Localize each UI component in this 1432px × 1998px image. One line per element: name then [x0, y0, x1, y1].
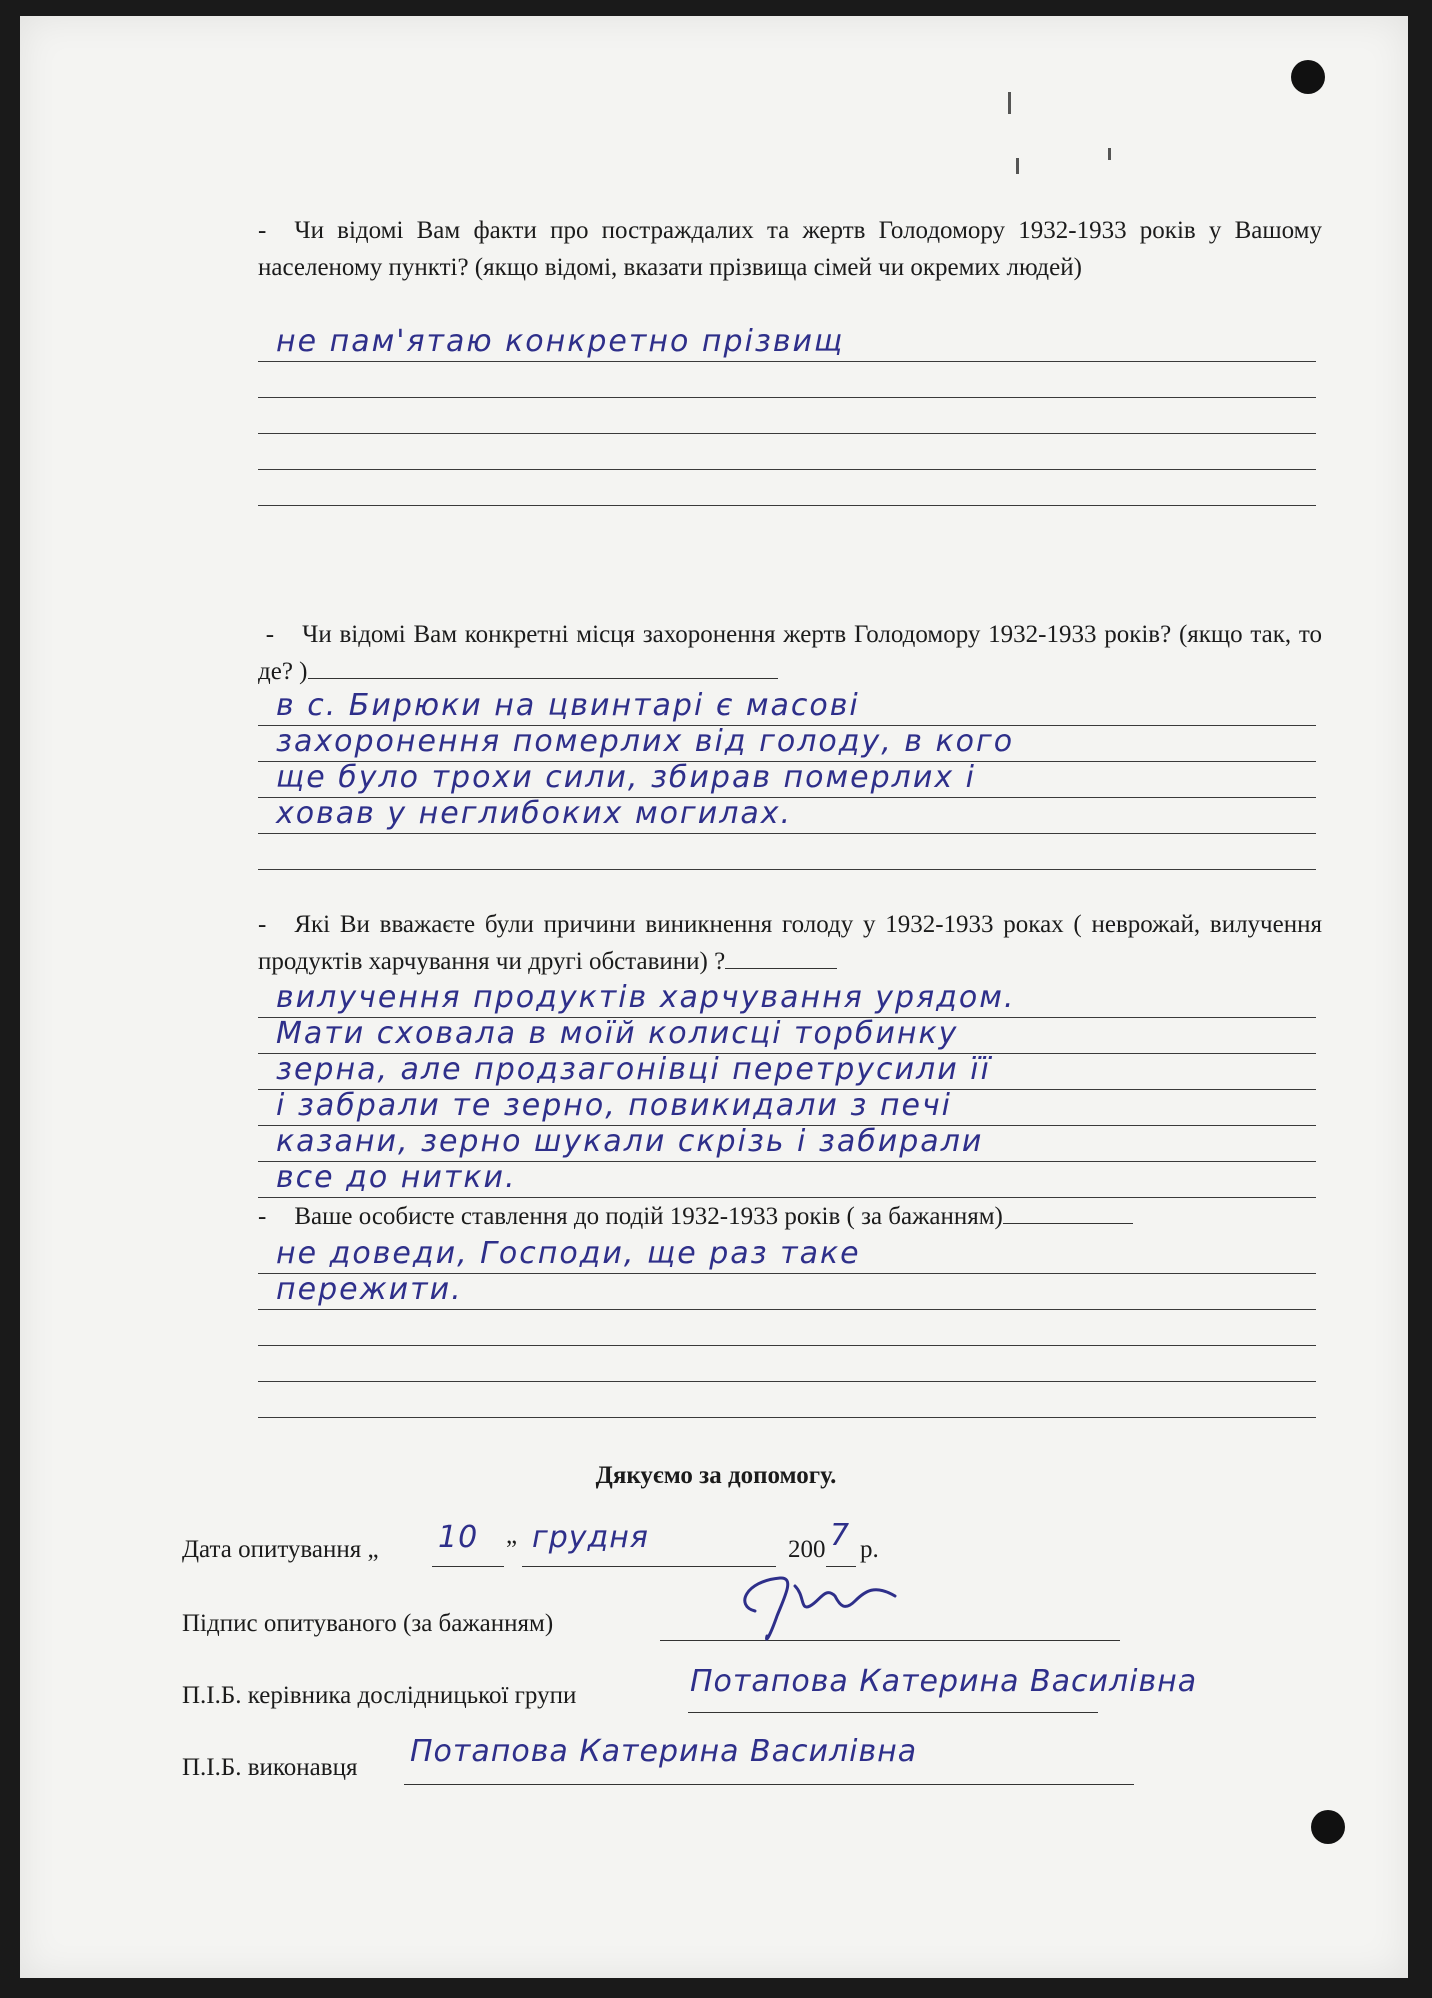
answer-line[interactable] — [258, 1382, 1316, 1418]
signature-label: Підпис опитуваного (за бажанням) — [182, 1610, 554, 1637]
question-4-text: Ваше особисте ставлення до подій 1932-1933 років ( за бажанням) — [294, 1203, 1003, 1230]
handwritten-answer: Мати сховала в моїй колисці торбинку — [276, 1016, 959, 1051]
question-1-text: Чи відомі Вам факти про постраждалих та жертв Голодомору 1932-1933 років у Вашому населеному пункті? (якщо відомі, вказати прізвища сімей чи окремих людей) — [258, 217, 1322, 281]
answer-line[interactable] — [258, 362, 1316, 398]
executor-label: П.І.Б. виконавця — [182, 1754, 358, 1781]
leader-name: Потапова Катерина Василівна — [690, 1664, 1198, 1699]
handwritten-answer: вилучення продуктів харчування урядом. — [276, 980, 1016, 1015]
inline-answer-line — [308, 656, 778, 679]
answer-line[interactable] — [258, 798, 1316, 834]
punch-hole-top — [1291, 60, 1325, 94]
answer-line[interactable] — [258, 982, 1316, 1018]
handwritten-answer: казани, зерно шукали скрізь і забирали — [276, 1124, 984, 1159]
answer-line[interactable] — [258, 1054, 1316, 1090]
answer-line[interactable] — [258, 326, 1316, 362]
question-3-answer-lines — [258, 982, 1316, 1198]
question-1: - Чи відомі Вам факти про постраждалих та жертв Голодомору 1932-1933 років у Вашому населеному пункті? (якщо відомі, вказати прізвища сімей чи окремих людей) — [258, 217, 1322, 281]
answer-line[interactable] — [258, 1310, 1316, 1346]
inline-answer-line — [1003, 1201, 1133, 1224]
executor-name: Потапова Катерина Василівна — [410, 1734, 918, 1769]
date-month: грудня — [532, 1520, 649, 1555]
handwritten-signature — [725, 1556, 925, 1646]
answer-line[interactable] — [258, 1090, 1316, 1126]
answer-line[interactable] — [258, 1238, 1316, 1274]
date-year-digit: 7 — [830, 1518, 851, 1553]
question-4: - Ваше особисте ставлення до подій 1932-1933 років ( за бажанням) — [258, 1198, 1322, 1235]
answer-line[interactable] — [258, 470, 1316, 506]
answer-line[interactable] — [258, 1346, 1316, 1382]
date-suffix: р. — [860, 1536, 879, 1563]
answer-line[interactable] — [258, 398, 1316, 434]
handwritten-answer: захоронення померлих від голоду, в кого — [276, 724, 1015, 759]
survey-date-label: Дата опитування „ — [182, 1536, 379, 1563]
handwritten-answer: зерна, але продзагонівці перетрусили її — [276, 1052, 991, 1087]
thanks-heading: Дякуємо за допомогу. — [595, 1462, 837, 1489]
handwritten-answer: і забрали те зерно, повикидали з печі — [276, 1088, 953, 1123]
handwritten-answer: ще було трохи сили, збирав померлих і — [276, 760, 976, 795]
paper-mark — [1016, 158, 1019, 174]
question-2: - Чи відомі Вам конкретні місця захоронення жертв Голодомору 1932-1933 років? (якщо так, то де? ) — [258, 621, 1322, 685]
question-1-answer-lines — [258, 326, 1316, 506]
handwritten-answer: не доведи, Господи, ще раз таке — [276, 1236, 861, 1271]
answer-line[interactable] — [258, 762, 1316, 798]
paper-mark — [1108, 148, 1111, 160]
leader-label: П.І.Б. керівника дослідницької групи — [182, 1682, 577, 1709]
question-3-text: Які Ви вважаєте були причини виникнення голоду у 1932-1933 роках ( неврожай, вилучення продуктів харчування чи другі обставини) ? — [258, 911, 1322, 975]
inline-answer-line — [725, 946, 837, 969]
handwritten-answer: пережити. — [276, 1272, 463, 1307]
date-quote: ” — [506, 1536, 518, 1563]
question-3: - Які Ви вважаєте були причини виникнення голоду у 1932-1933 роках ( неврожай, вилучення продуктів харчування чи другі обставини) ? — [258, 911, 1322, 975]
punch-hole-bottom — [1311, 1810, 1345, 1844]
answer-line[interactable] — [258, 690, 1316, 726]
answer-line[interactable] — [258, 1018, 1316, 1054]
answer-line[interactable] — [258, 1126, 1316, 1162]
handwritten-answer: ховав у неглибоких могилах. — [276, 796, 793, 831]
answer-line[interactable] — [258, 1162, 1316, 1198]
answer-line[interactable] — [258, 726, 1316, 762]
question-2-text: Чи відомі Вам конкретні місця захоронення жертв Голодомору 1932-1933 років? (якщо так, то де? ) — [258, 621, 1322, 685]
question-2-answer-lines — [258, 690, 1316, 870]
answer-line[interactable] — [258, 834, 1316, 870]
handwritten-answer: в с. Бирюки на цвинтарі є масові — [276, 688, 860, 723]
answer-line[interactable] — [258, 434, 1316, 470]
date-day: 10 — [438, 1520, 479, 1555]
handwritten-answer: все до нитки. — [276, 1160, 517, 1195]
question-4-answer-lines — [258, 1238, 1316, 1418]
handwritten-answer: не пам'ятаю конкретно прізвищ — [276, 324, 845, 359]
date-year-prefix: 200 — [788, 1536, 826, 1563]
answer-line[interactable] — [258, 1274, 1316, 1310]
paper-mark — [1008, 92, 1011, 114]
